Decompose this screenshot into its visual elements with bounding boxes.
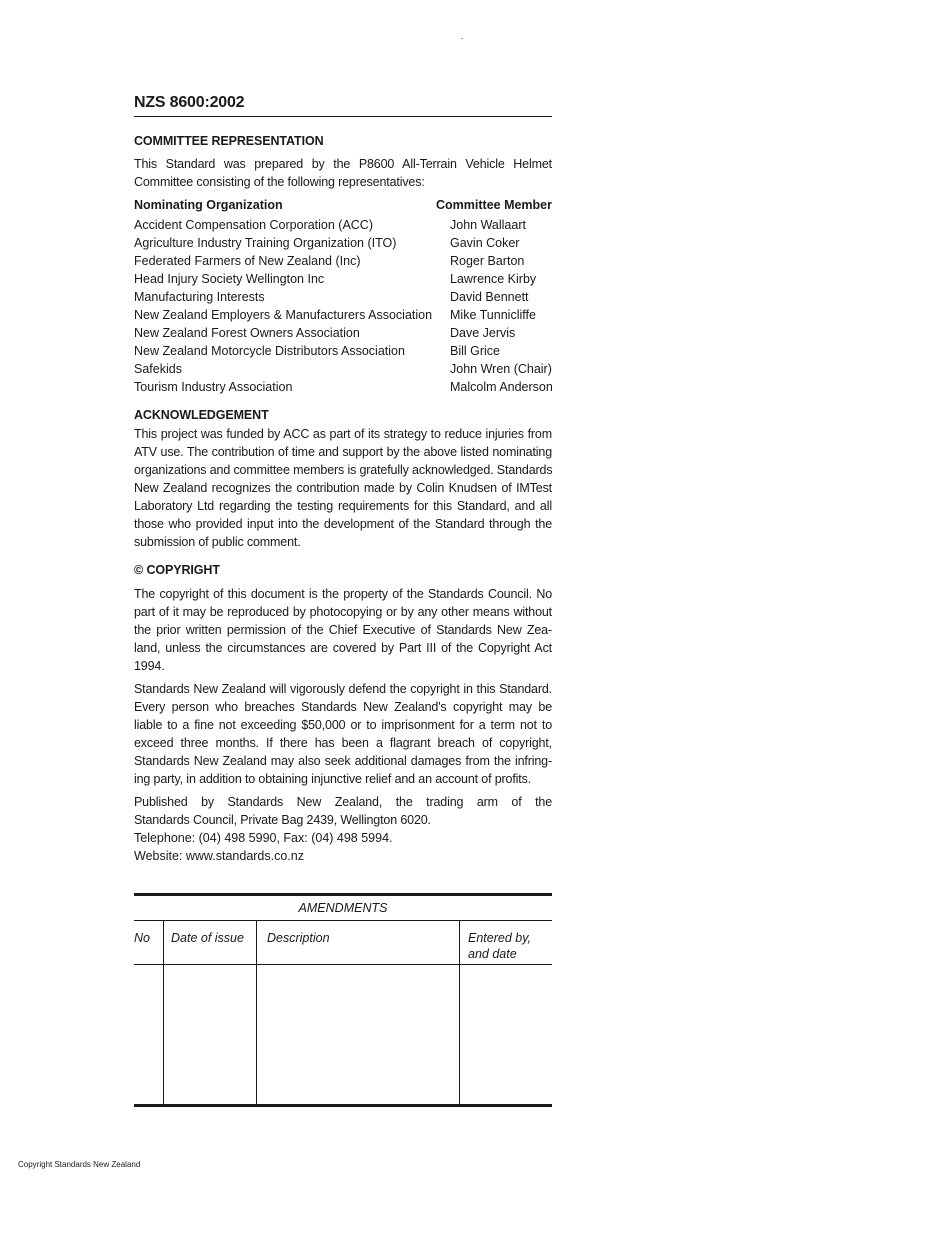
entered-by-line: and date — [468, 947, 517, 961]
entered-by-line: Entered by, — [468, 931, 532, 945]
committee-intro-line: Committee consisting of the following representatives: — [134, 175, 425, 189]
header-row-rule — [134, 964, 552, 965]
representative-row — [134, 306, 552, 324]
amendments-title: AMENDMENTS — [134, 896, 552, 921]
representative-row — [134, 252, 552, 270]
amendments-table — [134, 893, 552, 1107]
column-divider — [163, 920, 164, 1104]
representative-row — [134, 324, 552, 342]
paragraph-line: submission of public comment. — [134, 535, 301, 549]
paragraph-line: 1994. — [134, 659, 165, 673]
representative-row — [134, 288, 552, 306]
website: Website: www.standards.co.nz — [134, 849, 304, 863]
header-rule — [134, 116, 552, 117]
acknowledgement-paragraph — [134, 425, 552, 551]
organization-name: Safekids — [134, 362, 182, 376]
member-name: Bill Grice — [450, 344, 501, 358]
representative-row — [134, 234, 552, 252]
paragraph-line: organizations and committee members is gratefully acknowledged. Standards — [134, 463, 553, 477]
member-name: Roger Barton — [450, 254, 525, 268]
member-name: John Wallaart — [450, 218, 526, 232]
column-header-organization: Nominating Organization — [134, 198, 283, 212]
organization-name: Federated Farmers of New Zealand (Inc) — [134, 254, 361, 268]
column-header-description: Description — [267, 931, 330, 945]
copyright-paragraph-1 — [134, 585, 552, 675]
published-by-paragraph — [134, 793, 552, 829]
organization-name: Accident Compensation Corporation (ACC) — [134, 218, 373, 232]
organization-name: Manufacturing Interests — [134, 290, 265, 304]
representative-row — [134, 216, 552, 234]
paragraph-line: Standards New Zealand may also seek additional damages from the infring- — [134, 754, 552, 768]
paragraph-line: part of it may be reproduced by photocopying or by any other means without — [134, 605, 552, 619]
scan-speck — [461, 38, 463, 39]
paragraph-line: This project was funded by ACC as part of its strategy to reduce injuries from — [134, 427, 552, 441]
member-name: Dave Jervis — [450, 326, 516, 340]
committee-intro — [134, 155, 552, 191]
committee-intro-line: This Standard was prepared by the P8600 All-Terrain Vehicle Helmet — [134, 157, 552, 171]
committee-heading: COMMITTEE REPRESENTATION — [134, 134, 324, 148]
organization-name: New Zealand Motorcycle Distributors Association — [134, 344, 405, 358]
column-header-date-of-issue: Date of issue — [171, 931, 244, 945]
paragraph-line: Published by Standards New Zealand, the trading arm of the — [134, 795, 552, 809]
representatives-header — [134, 198, 552, 216]
paragraph-line: the prior written permission of the Chief Executive of Standards New Zea- — [134, 623, 552, 637]
column-header-no: No — [134, 931, 150, 945]
representatives-list — [134, 216, 552, 396]
member-name: Lawrence Kirby — [450, 272, 537, 286]
acknowledgement-heading: ACKNOWLEDGEMENT — [134, 408, 269, 422]
member-name: Mike Tunnicliffe — [450, 308, 536, 322]
telephone-fax: Telephone: (04) 498 5990, Fax: (04) 498 5994. — [134, 831, 393, 845]
standard-number: NZS 8600:2002 — [134, 94, 245, 111]
column-header-member: Committee Member — [436, 198, 552, 212]
organization-name: Tourism Industry Association — [134, 380, 293, 394]
paragraph-line: land, unless the circumstances are covered by Part III of the Copyright Act — [134, 641, 552, 655]
member-name: John Wren (Chair) — [450, 362, 552, 376]
paragraph-line: New Zealand recognizes the contribution made by Colin Knudsen of IMTest — [134, 481, 552, 495]
representative-row — [134, 270, 552, 288]
representative-row — [134, 378, 552, 396]
paragraph-line: ATV use. The contribution of time and support by the above listed nominating — [134, 445, 552, 459]
organization-name: Agriculture Industry Training Organization (ITO) — [134, 236, 397, 250]
paragraph-line: Every person who breaches Standards New Zealand's copyright may be — [134, 700, 552, 714]
representative-row — [134, 360, 552, 378]
column-divider — [459, 920, 460, 1104]
paragraph-line: Standards New Zealand will vigorously defend the copyright in this Standard. — [134, 682, 552, 696]
organization-name: Head Injury Society Wellington Inc — [134, 272, 325, 286]
copyright-heading: © COPYRIGHT — [134, 563, 220, 577]
paragraph-line: liable to a fine not exceeding $50,000 or to imprisonment for a term not to — [134, 718, 552, 732]
organization-name: New Zealand Employers & Manufacturers Association — [134, 308, 433, 322]
member-name: Gavin Coker — [450, 236, 520, 250]
paragraph-line: Laboratory Ltd regarding the testing requirements for this Standard, and all — [134, 499, 552, 513]
column-header-entered-by — [468, 930, 531, 962]
column-divider — [256, 920, 257, 1104]
organization-name: New Zealand Forest Owners Association — [134, 326, 360, 340]
paragraph-line: The copyright of this document is the property of the Standards Council. No — [134, 587, 552, 601]
copyright-paragraph-2 — [134, 680, 552, 788]
representative-row — [134, 342, 552, 360]
paragraph-line: those who provided input into the development of the Standard through the — [134, 517, 552, 531]
footer-copyright-note: Copyright Standards New Zealand — [18, 1160, 141, 1169]
paragraph-line: ing party, in addition to obtaining injunctive relief and an account of profits. — [134, 772, 532, 786]
member-name: David Bennett — [450, 290, 529, 304]
paragraph-line: Standards Council, Private Bag 2439, Wellington 6020. — [134, 813, 431, 827]
paragraph-line: exceed three months. If there has been a flagrant breach of copyright, — [134, 736, 552, 750]
member-name: Malcolm Anderson — [450, 380, 553, 394]
